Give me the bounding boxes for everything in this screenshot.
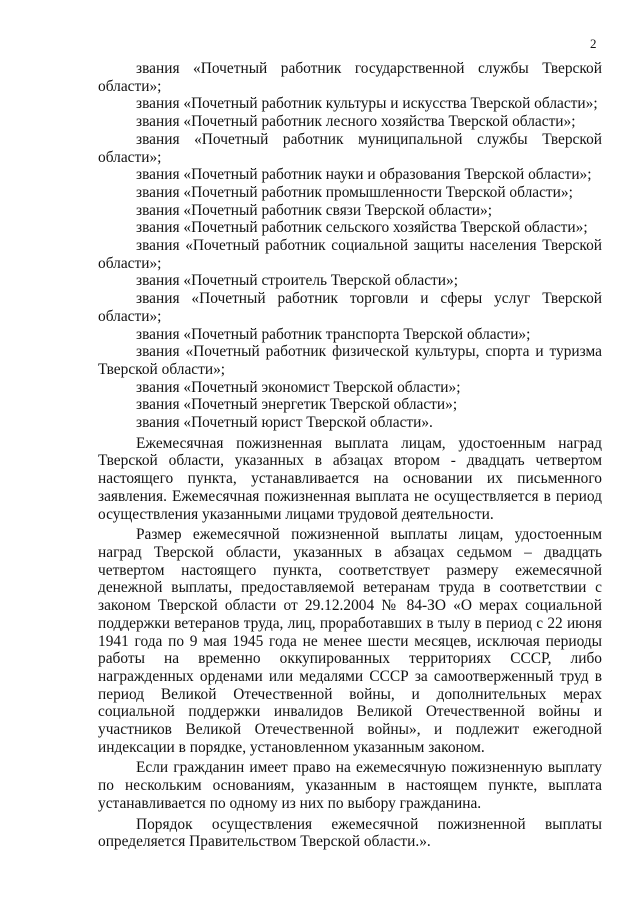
document-body xyxy=(98,60,602,851)
paragraph-payment-size: Размер ежемесячной пожизненной выплаты лицам, удостоенным наград Тверской области, указанных в абзацах седьмом – двадцать четвертом настоящего пункта, соответствует размеру ежемесячной денежной выплаты, предоставляемой ветеранам труда в соответствии с законом Тверской области от 29.12.2004 № 84-ЗО «О мерах социальной поддержки ветеранов труда, лиц, проработавших в тылу в период с 22 июня 1941 года по 9 мая 1945 года не менее шести месяцев, исключая периоды работы на временно оккупированных территориях СССР, либо награжденных орденами или медалями СССР за самоотверженный труд в период Великой Отечественной войны, и дополнительных мерах социальной поддержки инвалидов Великой Отечественной войны и участников Великой Отечественной войны», и подлежит ежегодной индексации в порядке, установленном указанным законом. xyxy=(98,526,602,756)
list-item: звания «Почетный работник связи Тверской области»; xyxy=(136,201,493,219)
list-item: звания «Почетный работник сельского хозяйства Тверской области»; xyxy=(136,219,588,237)
list-item: звания «Почетный работник социальной защиты населения Тверской области»; xyxy=(98,237,602,272)
page-number: 2 xyxy=(590,36,597,51)
list-item: звания «Почетный работник лесного хозяйства Тверской области»; xyxy=(136,113,576,131)
list-item: звания «Почетный юрист Тверской области». xyxy=(136,414,433,432)
list-item: звания «Почетный строитель Тверской области»; xyxy=(136,272,458,290)
paragraph-application: Ежемесячная пожизненная выплата лицам, удостоенным наград Тверской области, указанных в абзацах втором - двадцать четвертом настоящего пункта, устанавливается на основании их письменного заявления. Ежемесячная пожизненная выплата не осуществляется в период осуществления указанными лицами трудовой деятельности. xyxy=(98,434,602,523)
list-item: звания «Почетный работник физической культуры, спорта и туризма Тверской области»; xyxy=(98,343,602,378)
list-item: звания «Почетный работник транспорта Тверской области»; xyxy=(136,325,531,343)
list-item: звания «Почетный работник культуры и искусства Тверской области»; xyxy=(136,95,598,113)
paragraph-procedure: Порядок осуществления ежемесячной пожизненной выплаты определяется Правительством Тверской области.». xyxy=(98,815,602,851)
list-item: звания «Почетный энергетик Тверской области»; xyxy=(136,396,458,414)
list-item: звания «Почетный работник торговли и сферы услуг Тверской области»; xyxy=(98,290,602,325)
list-item: звания «Почетный работник промышленности Тверской области»; xyxy=(136,183,573,201)
list-item: звания «Почетный работник науки и образования Тверской области»; xyxy=(136,166,592,184)
paragraph-multiple-grounds: Если гражданин имеет право на ежемесячную пожизненную выплату по нескольким основаниям, указанным в настоящем пункте, выплата устанавливается по одному из них по выбору гражданина. xyxy=(98,759,602,812)
list-item: звания «Почетный работник муниципальной службы Тверской области»; xyxy=(98,130,602,166)
list-item: звания «Почетный экономист Тверской области»; xyxy=(136,378,461,396)
list-item: звания «Почетный работник государственной службы Тверской области»; xyxy=(98,60,602,95)
